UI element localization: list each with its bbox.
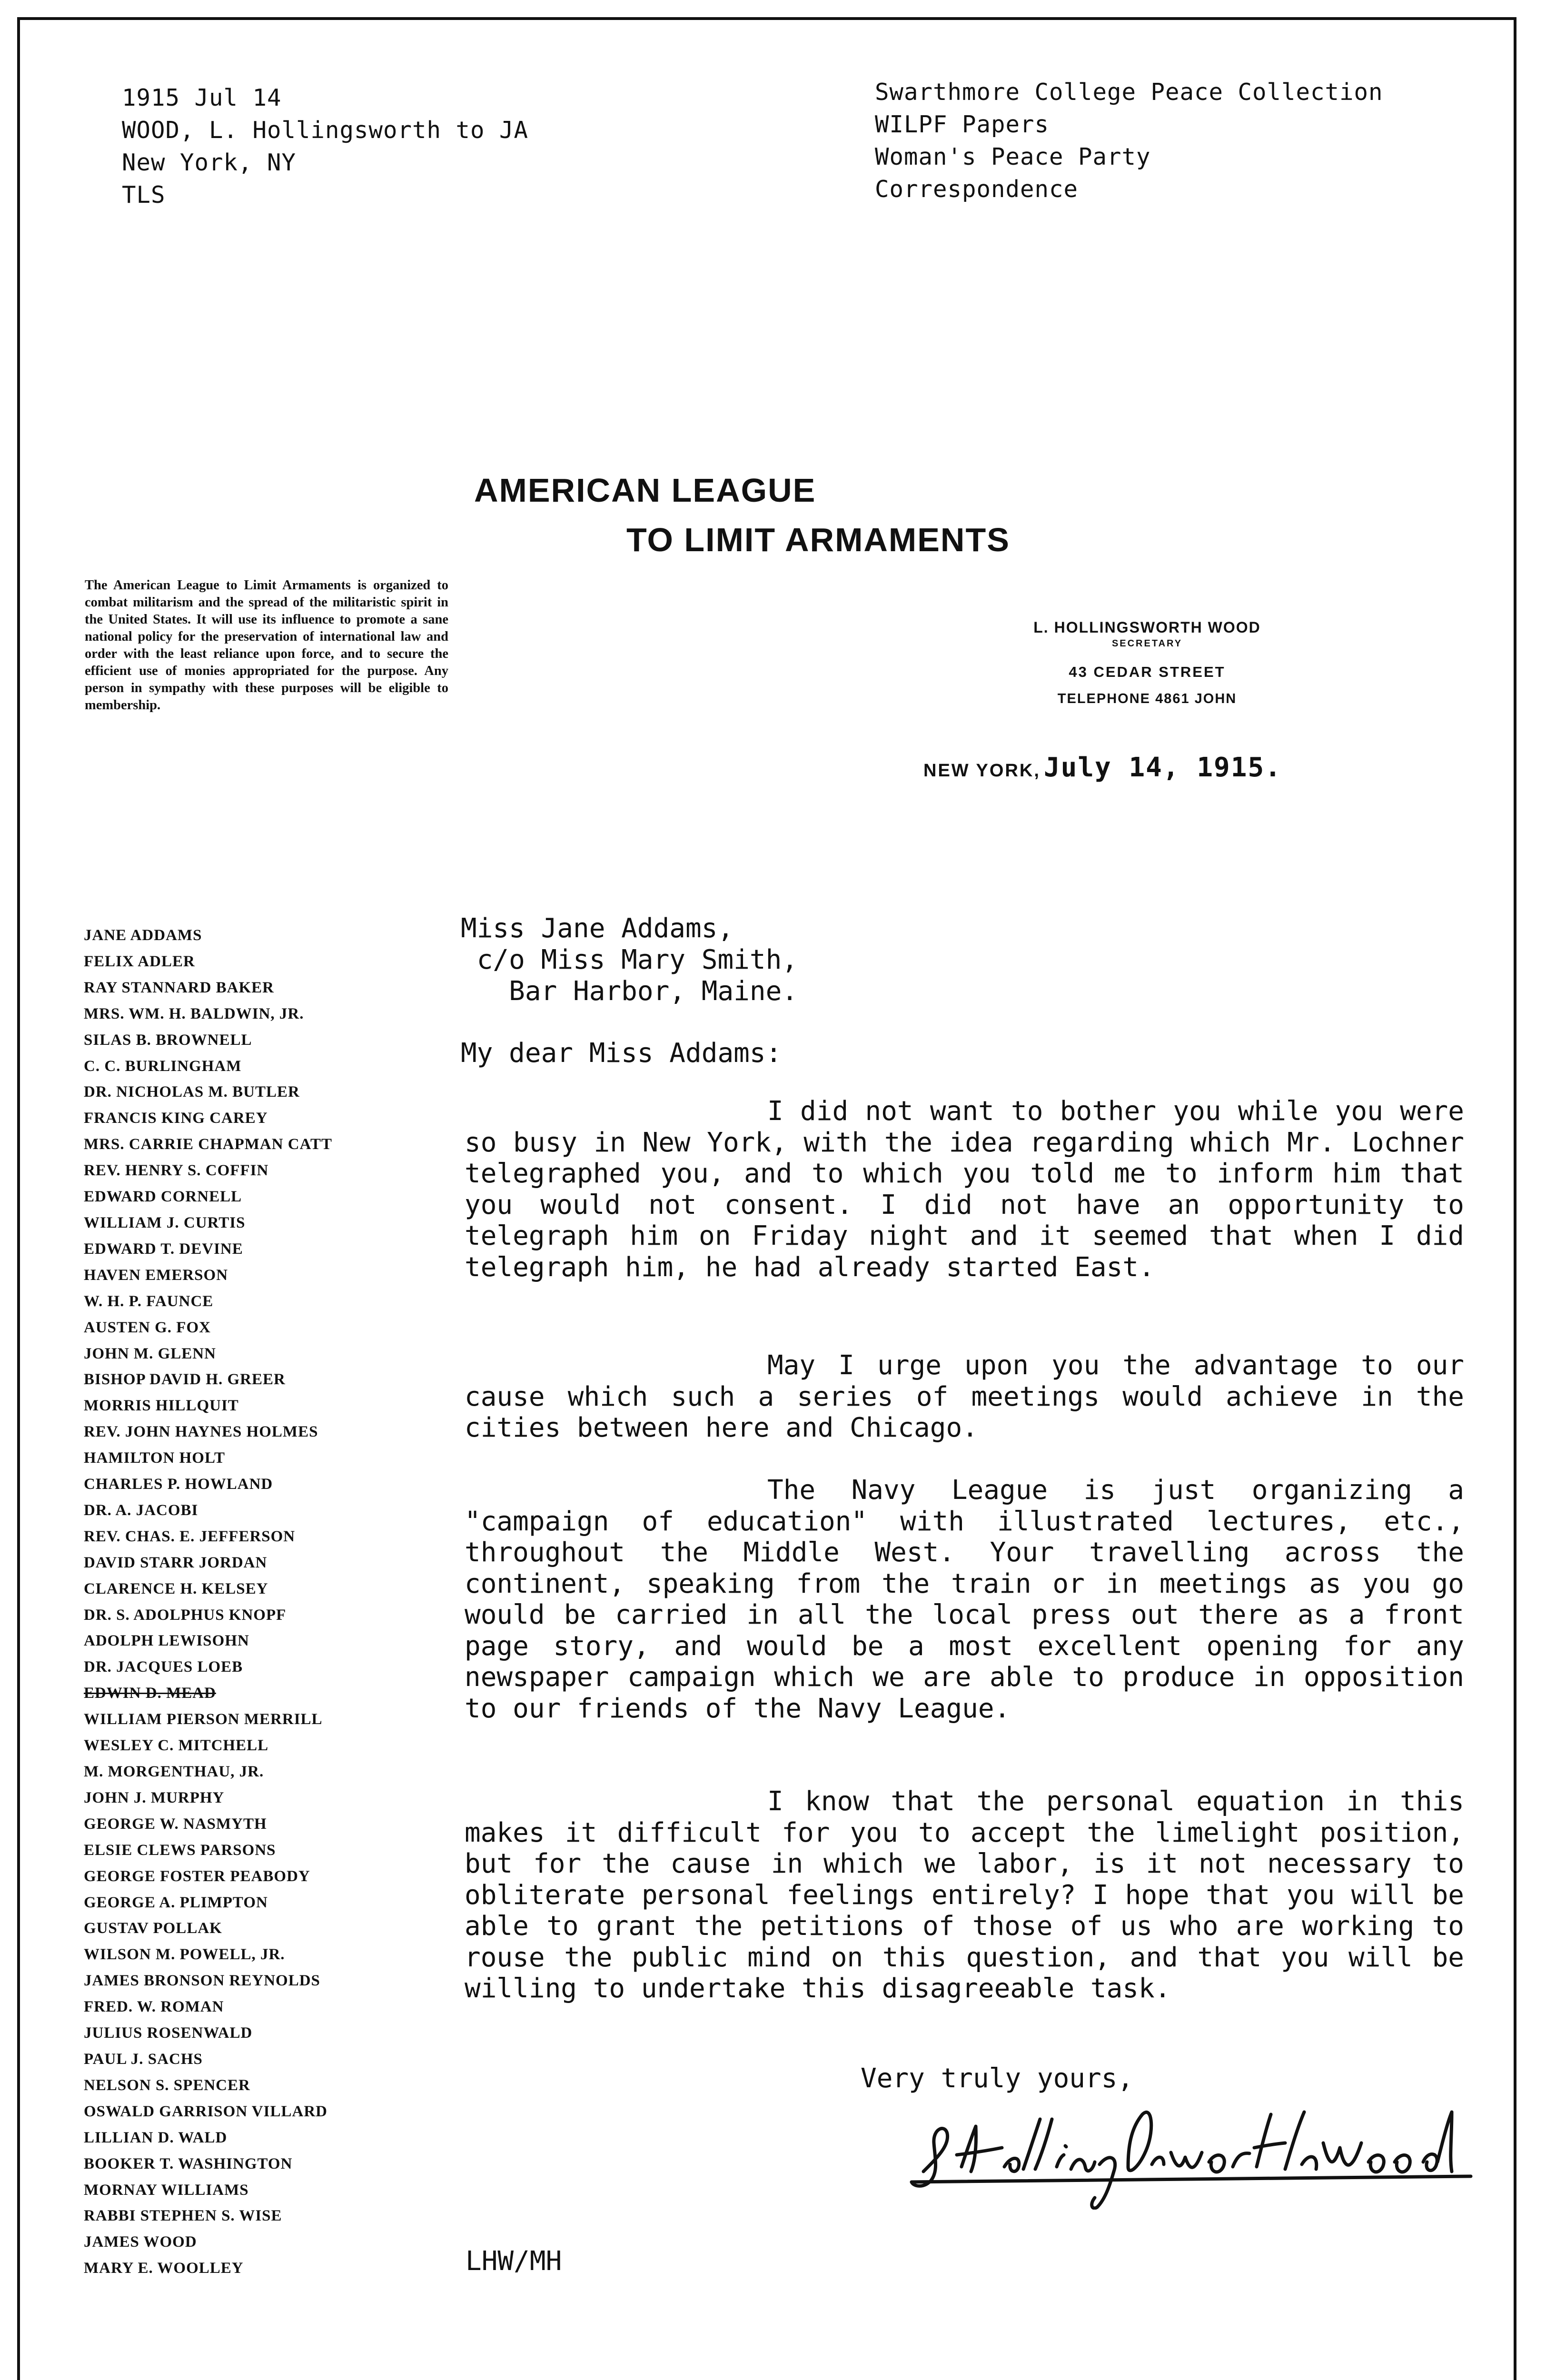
letter-paragraph: May I urge upon you the advantage to our cause which such a series of meetings would achieve in the cities between here and Chicago. <box>465 1350 1464 1443</box>
member-name: BOOKER T. WASHINGTON <box>84 2155 293 2172</box>
member-name: WILSON M. POWELL, JR. <box>84 1946 285 1964</box>
letter-paragraph: The Navy League is just organizing a "campaign of education" with illustrated lectures, etc., throughout the Middle West. Your travelling across the continent, speaking from the train or in meetings as you go would be carried in all the local press out there as a front page story, and would be a most excellent opening for any newspaper campaign which we are able to produce in opposition to our friends of the Navy League. <box>465 1475 1464 1724</box>
member-name: GEORGE FOSTER PEABODY <box>84 1867 310 1885</box>
salutation: My dear Miss Addams: <box>461 1038 782 1069</box>
member-name: MORNAY WILLIAMS <box>84 2181 249 2199</box>
member-name: JULIUS ROSENWALD <box>84 2024 253 2042</box>
member-name: BISHOP DAVID H. GREER <box>84 1371 286 1388</box>
member-name: DR. A. JACOBI <box>84 1501 198 1519</box>
citation-line: 1915 Jul 14 <box>122 84 282 111</box>
member-name: EDWIN D. MEAD <box>84 1685 216 1702</box>
secretary-name: L. HOLLINGSWORTH WOOD <box>1033 619 1261 636</box>
member-name: JANE ADDAMS <box>84 927 202 944</box>
address-line: Miss Jane Addams, <box>461 913 734 944</box>
member-name: REV. HENRY S. COFFIN <box>84 1162 269 1180</box>
member-name: OSWALD GARRISON VILLARD <box>84 2102 327 2120</box>
member-name: WESLEY C. MITCHELL <box>84 1737 269 1755</box>
member-name: W. H. P. FAUNCE <box>84 1292 214 1310</box>
member-name: JAMES WOOD <box>84 2233 197 2251</box>
member-list <box>84 922 332 2281</box>
member-name: HAMILTON HOLT <box>84 1449 225 1467</box>
letterhead-title-line2: TO LIMIT ARMAMENTS <box>626 521 1010 558</box>
member-name: REV. JOHN HAYNES HOLMES <box>84 1423 318 1441</box>
member-name: SILAS B. BROWNELL <box>84 1031 252 1049</box>
letterhead-title-line1: AMERICAN LEAGUE <box>474 472 816 509</box>
letter-date: July 14, 1915. <box>1043 752 1282 783</box>
handwritten-signature <box>904 2100 1480 2210</box>
league-purpose-statement: The American League to Limit Armaments is organized to combat militarism and the spread of the militaristic spirit in the United States. It will use its influence to promote a sane national policy for the preservation of international law and order with the least reliance upon force, and to secure the efficient use of monies appropriated for the purpose. Any person in sympathy with these purposes will be eligible to membership. <box>85 578 448 713</box>
member-name: RABBI STEPHEN S. WISE <box>84 2207 282 2225</box>
member-name: MORRIS HILLQUIT <box>84 1397 239 1415</box>
member-name: WILLIAM J. CURTIS <box>84 1214 246 1231</box>
complimentary-close: Very truly yours, <box>861 2063 1134 2094</box>
member-name: MRS. WM. H. BALDWIN, JR. <box>84 1005 304 1022</box>
letter-paragraph: I know that the personal equation in this makes it difficult for you to accept the limelight position, but for the cause in which we labor, is it not necessary to obliterate personal feelings entirely? I hope that you will be able to grant the petitions of those of us who are working to rouse the public mind on this question, and that you will be willing to undertake this disagreeable task. <box>465 1786 1464 2004</box>
member-name: JOHN J. MURPHY <box>84 1789 225 1806</box>
member-name: PAUL J. SACHS <box>84 2050 203 2068</box>
citation-line: TLS <box>122 181 166 208</box>
typist-initials: LHW/MH <box>466 2246 562 2277</box>
member-name: MRS. CARRIE CHAPMAN CATT <box>84 1136 333 1153</box>
member-name: C. C. BURLINGHAM <box>84 1057 242 1075</box>
member-name: RAY STANNARD BAKER <box>84 979 274 996</box>
member-name: HAVEN EMERSON <box>84 1266 228 1284</box>
member-name: DR. S. ADOLPHUS KNOPF <box>84 1606 287 1624</box>
member-name: EDWARD CORNELL <box>84 1188 242 1206</box>
collection-line: Woman's Peace Party <box>875 143 1151 170</box>
member-name: GEORGE W. NASMYTH <box>84 1815 267 1833</box>
member-name: FRED. W. ROMAN <box>84 1998 224 2016</box>
member-name: JOHN M. GLENN <box>84 1345 216 1362</box>
member-name: EDWARD T. DEVINE <box>84 1240 243 1258</box>
archive-citation <box>122 82 528 211</box>
member-name: ADOLPH LEWISOHN <box>84 1632 249 1650</box>
member-name: GUSTAV POLLAK <box>84 1920 222 1937</box>
telephone: TELEPHONE 4861 JOHN <box>1057 691 1237 706</box>
recipient-address <box>461 913 798 1007</box>
collection-line: WILPF Papers <box>875 111 1050 138</box>
archive-collection <box>875 76 1383 206</box>
member-name: NELSON S. SPENCER <box>84 2076 250 2094</box>
letter-paragraph: I did not want to bother you while you were so busy in New York, with the idea regarding which Mr. Lochner telegraphed you, and to which you told me to inform him that you would not consent. I did not have an opportunity to telegraph him on Friday night and it seemed that when I did telegraph him, he had already started East. <box>465 1096 1464 1283</box>
street-address: 43 CEDAR STREET <box>1069 664 1226 680</box>
member-name: DR. JACQUES LOEB <box>84 1658 243 1676</box>
member-name: FELIX ADLER <box>84 952 195 970</box>
secretary-block <box>952 619 1342 707</box>
member-name: M. MORGENTHAU, JR. <box>84 1763 264 1780</box>
member-name: JAMES BRONSON REYNOLDS <box>84 1972 320 1990</box>
address-line: Bar Harbor, Maine. <box>461 976 798 1007</box>
secretary-title: SECRETARY <box>1111 638 1183 649</box>
place-name: NEW YORK <box>923 761 1034 781</box>
member-name: FRANCIS KING CAREY <box>84 1110 268 1127</box>
member-name: MARY E. WOOLLEY <box>84 2260 244 2277</box>
member-name: AUSTEN G. FOX <box>84 1319 211 1336</box>
member-name: LILLIAN D. WALD <box>84 2129 228 2146</box>
collection-line: Swarthmore College Peace Collection <box>875 79 1383 106</box>
member-name: DAVID STARR JORDAN <box>84 1554 268 1571</box>
place-comma: , <box>1034 761 1039 781</box>
member-name: GEORGE A. PLIMPTON <box>84 1894 268 1911</box>
address-line: c/o Miss Mary Smith, <box>461 944 798 975</box>
place-and-date <box>923 752 1282 783</box>
member-name: CLARENCE H. KELSEY <box>84 1580 268 1597</box>
citation-line: WOOD, L. Hollingsworth to JA <box>122 117 529 144</box>
member-name: DR. NICHOLAS M. BUTLER <box>84 1083 300 1101</box>
collection-line: Correspondence <box>875 176 1079 203</box>
member-name: WILLIAM PIERSON MERRILL <box>84 1711 323 1728</box>
member-name: ELSIE CLEWS PARSONS <box>84 1841 276 1859</box>
member-name: REV. CHAS. E. JEFFERSON <box>84 1527 296 1545</box>
member-name: CHARLES P. HOWLAND <box>84 1476 273 1493</box>
citation-line: New York, NY <box>122 149 297 176</box>
